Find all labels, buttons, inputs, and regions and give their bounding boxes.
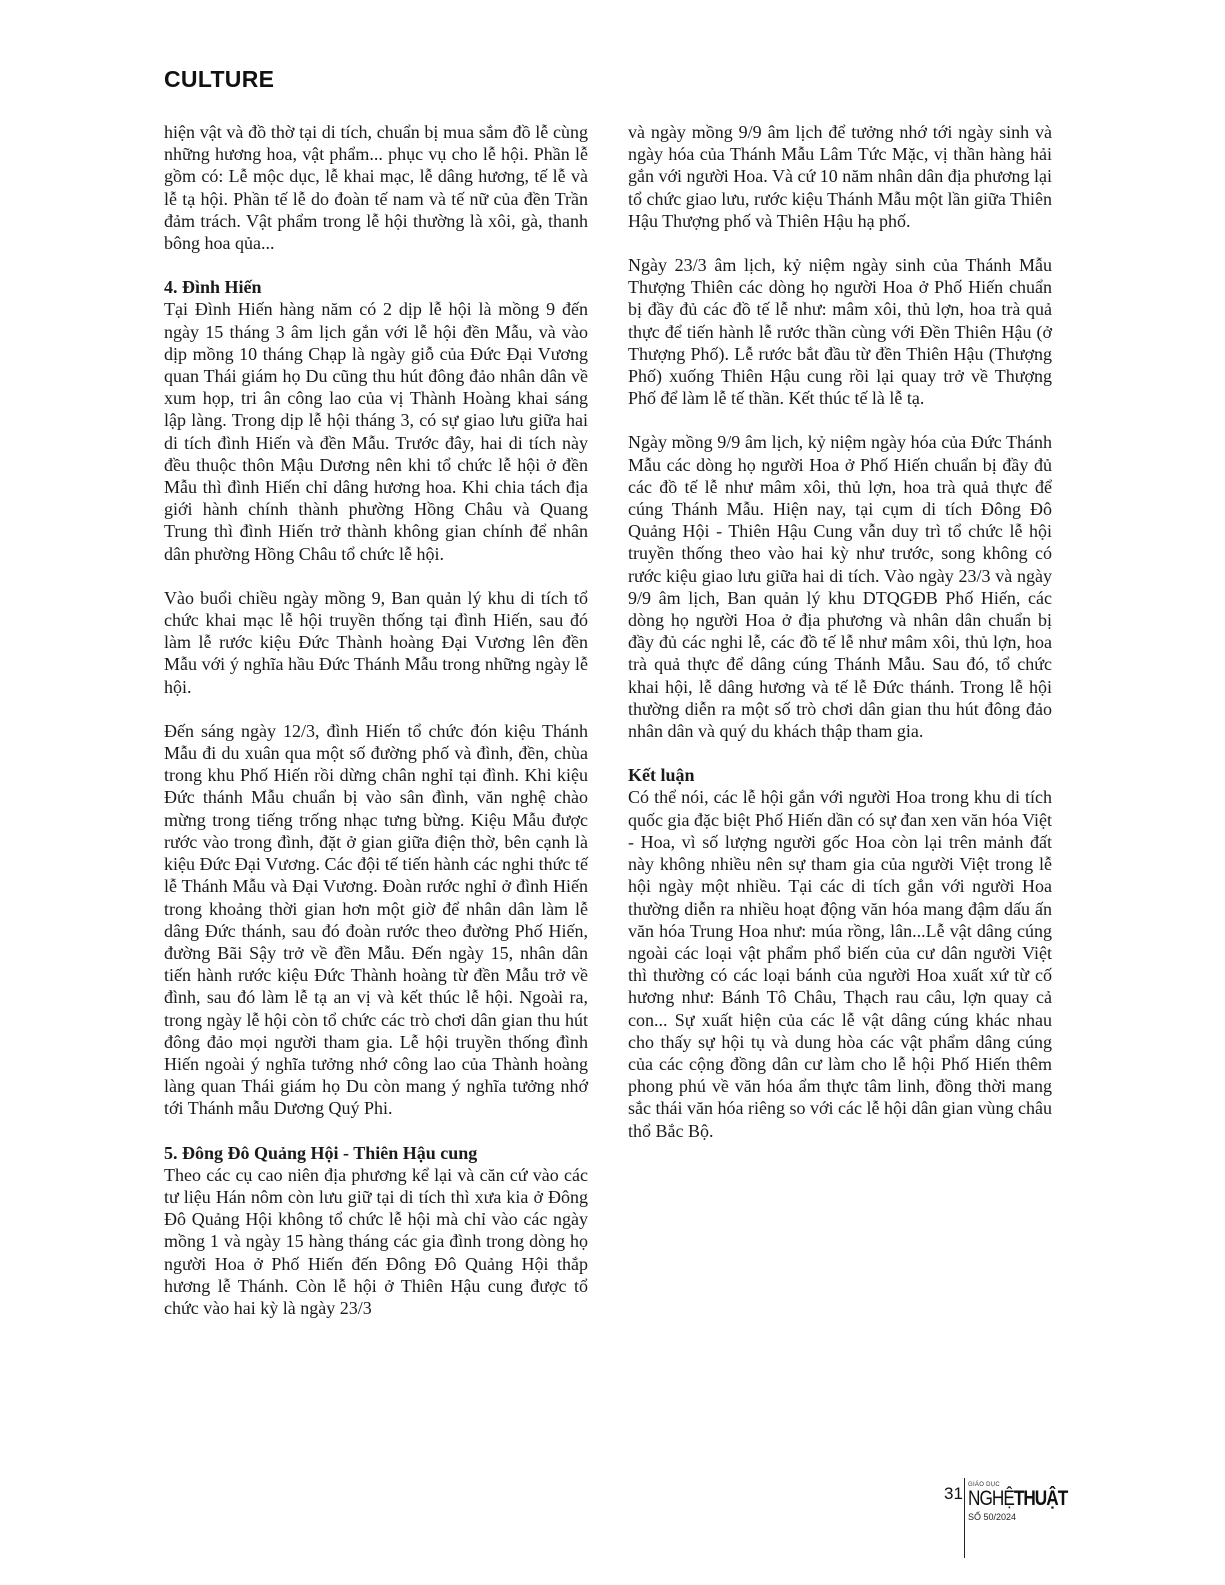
issue-number: SỐ 50/2024 [968,1512,1017,1522]
section-heading: 4. Đình Hiến [164,277,262,298]
right-column [628,121,1052,1142]
logo-part-1: NGHỆ [968,1487,1014,1510]
section-heading: 5. Đông Đô Quảng Hội - Thiên Hậu cung [164,1142,478,1163]
page-number: 31 [944,1484,963,1503]
paragraph: Đến sáng ngày 12/3, đình Hiến tổ chức đón kiệu Thánh Mẫu đi du xuân qua một số đường phố và đình, đền, chùa trong khu Phố Hiến rồi dừng chân nghỉ tại đình. Khi kiệu Đức thánh Mẫu chuẩn bị vào sân đình, văn nghệ chào mừng trong tiếng trống nhạc tưng bừng. Kiệu Mẫu được rước vào trong đình, đặt ở gian giữa điện thờ, bên cạnh là kiệu Đức Đại Vương. Các đội tế tiến hành các nghi thức tế lễ Thánh Mẫu và Đại Vương. Đoàn rước nghỉ ở đình Hiến trong khoảng thời gian hơn một giờ để nhân dân làm lễ dâng Đức thánh, sau đó đoàn rước theo đường Phố Hiến, đường Bãi Sậy trở về đền Mẫu. Đến ngày 15, nhân dân tiến hành rước kiệu Đức Thành hoàng từ đền Mẫu trở về đình, sau đó làm lễ tạ an vị và kết thúc lễ hội. Ngoài ra, trong ngày lễ hội còn tổ chức các trò chơi dân gian thu hút đông đảo mọi người tham gia. Lễ hội truyền thống đình Hiến ngoài ý nghĩa tưởng nhớ công lao của Thành hoàng làng quan Thái giám họ Du còn mang ý nghĩa tưởng nhớ tới Thánh mẫu Dương Quý Phi. [164,720,588,1119]
page-footer [944,1478,1084,1558]
paragraph: Tại Đình Hiến hàng năm có 2 dịp lễ hội là mồng 9 đến ngày 15 tháng 3 âm lịch gắn với lễ hội đền Mẫu, và vào dịp mồng 10 tháng Chạp là ngày giỗ của Đức Đại Vương quan Thái giám họ Du cũng thu hút đông đảo nhân dân về xum họp, tri ân công lao của vị Thành Hoàng khai sáng lập làng. Trong dịp lễ hội tháng 3, có sự giao lưu giữa hai di tích đình Hiến và đền Mẫu. Trước đây, hai di tích này đều thuộc thôn Mậu Dương nên khi tổ chức lễ hội ở đền Mẫu thì đình Hiến chỉ dâng hương hoa. Khi chia tách địa giới hành chính thành phường Hồng Châu và Quang Trung thì đình Hiến trở thành không gian chính để nhân dân phường Hồng Châu tổ chức lễ hội. [164,299,588,564]
paragraph: Theo các cụ cao niên địa phương kể lại và căn cứ vào các tư liệu Hán nôm còn lưu giữ tại di tích thì xưa kia ở Đông Đô Quảng Hội không tổ chức lễ hội mà chỉ vào các ngày mồng 1 và ngày 15 hàng tháng các gia đình trong dòng họ người Hoa ở Phố Hiến đến Đông Đô Quảng Hội thắp hương lễ Thánh. Còn lễ hội ở Thiên Hậu cung được tổ chức vào hai kỳ là ngày 23/3 [164,1164,588,1318]
paragraph: và ngày mồng 9/9 âm lịch để tưởng nhớ tới ngày sinh và ngày hóa của Thánh Mẫu Lâm Tức Mặc, vị thần hàng hải gắn với người Hoa. Và cứ 10 năm nhân dân địa phương lại tổ chức giao lưu, rước kiệu Thánh Mẫu một lần giữa Thiên Hậu Thượng phố và Thiên Hậu hạ phố. [628,122,1052,231]
paragraph: hiện vật và đồ thờ tại di tích, chuẩn bị mua sắm đồ lễ cùng những hương hoa, vật phẩm... phục vụ cho lễ hội. Phần lễ gồm có: Lễ mộc dục, lễ khai mạc, lễ dâng hương, tế lễ và lễ tạ hội. Phần tế lễ do đoàn tế nam và tế nữ của đền Trần đảm trách. Vật phẩm trong lễ hội thường là xôi, gà, thanh bông hoa qủa... [164,122,588,254]
footer-divider [964,1478,965,1558]
paragraph: Vào buổi chiều ngày mồng 9, Ban quản lý khu di tích tổ chức khai mạc lễ hội truyền thống tại đình Hiến, sau đó làm lễ rước kiệu Đức Thành hoàng Đại Vương lên đền Mẫu với ý nghĩa hầu Đức Thánh Mẫu trong những ngày lễ hội. [164,587,588,697]
logo-kicker: GIÁO DỤC [968,1482,1001,1488]
left-column [164,121,588,1319]
section-label: CULTURE [164,66,275,92]
paragraph: Có thể nói, các lễ hội gắn với người Hoa trong khu di tích quốc gia đặc biệt Phố Hiến dần có sự đan xen văn hóa Việt - Hoa, vì số lượng người gốc Hoa còn lại trên mảnh đất này không nhiều nên sự tham gia của người Việt trong lễ hội ngày một nhiều. Tại các di tích gắn với người Hoa thường diễn ra nhiều hoạt động văn hóa mang đậm dấu ấn văn hóa Trung Hoa như: múa rồng, lân...Lễ vật dâng cúng ngoài các loại vật phẩm phổ biến của cư dân người Việt thì thường có các loại bánh của người Hoa xuất xứ từ cố hương như: Bánh Tô Châu, Thạch rau câu, lợn quay cả con... Sự xuất hiện của các lễ vật dâng cúng khác nhau cho thấy sự hội tụ và dung hòa các vật phẩm dâng cúng của các cộng đồng dân cư làm cho lễ hội Phố Hiến thêm phong phú về văn hóa ẩm thực tâm linh, đồng thời mang sắc thái văn hóa riêng so với các lễ hội dân gian vùng châu thổ Bắc Bộ. [628,787,1052,1141]
conclusion-heading: Kết luận [628,765,695,786]
logo-part-2: THUẬT [1013,1487,1068,1510]
logo-wordmark [968,1488,1067,1509]
paragraph: Ngày 23/3 âm lịch, kỷ niệm ngày sinh của Thánh Mẫu Thượng Thiên các dòng họ người Hoa ở Phố Hiến chuẩn bị đầy đủ các đồ tế lễ như: mâm xôi, thủ lợn, hoa trà quả thực để tiến hành lễ rước thần cùng với Đền Thiên Hậu (ở Thượng Phố). Lễ rước bắt đầu từ đền Thiên Hậu (Thượng Phố) xuống Thiên Hậu cung rồi lại quay trở về Thượng Phố để làm lễ tế thần. Kết thúc tế là lễ tạ. [628,255,1052,409]
magazine-logo [968,1482,1089,1509]
paragraph: Ngày mồng 9/9 âm lịch, kỷ niệm ngày hóa của Đức Thánh Mẫu các dòng họ người Hoa ở Phố Hiến chuẩn bị đầy đủ các đồ tế lễ như mâm xôi, thủ lợn, hoa trà quả thực để cúng Thánh Mẫu. Hiện nay, tại cụm di tích Đông Đô Quảng Hội - Thiên Hậu Cung vẫn duy trì tổ chức lễ hội truyền thống theo vào hai kỳ như trước, song không có rước kiệu giao lưu giữa hai di tích. Vào ngày 23/3 và ngày 9/9 âm lịch, Ban quản lý khu DTQGĐB Phố Hiến, các dòng họ người Hoa ở địa phương và nhân dân chuẩn bị đầy đủ các nghi lễ, các đồ tế lễ như mâm xôi, thủ lợn, hoa trà quả thực để dâng cúng Thánh Mẫu. Sau đó, tổ chức khai hội, lễ dâng hương và tế lễ Đức thánh. Trong lễ hội thường diễn ra một số trò chơi dân gian thu hút đông đảo nhân dân và quý du khách thập tham gia. [628,432,1052,742]
